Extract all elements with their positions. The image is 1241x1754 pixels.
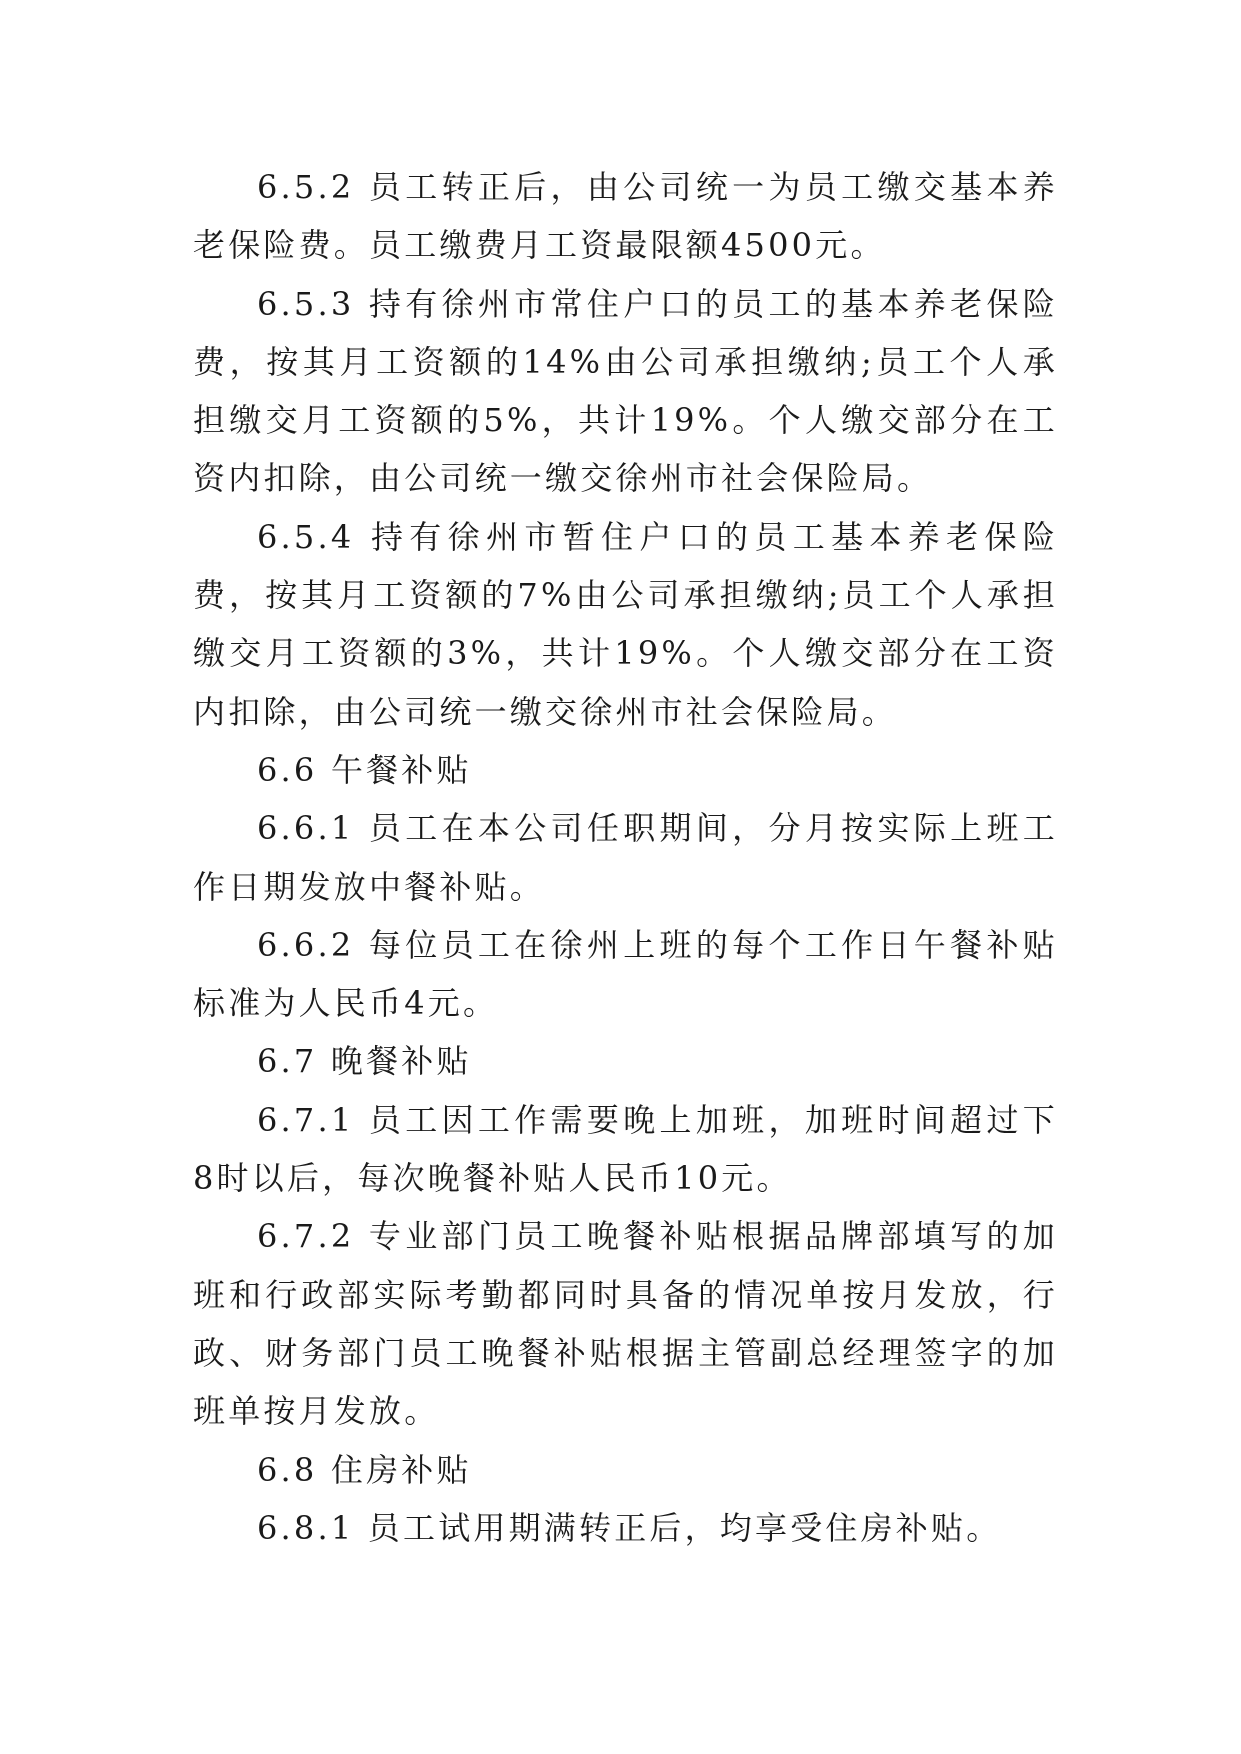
section-heading-6-6: 6.6 午餐补贴 [257, 750, 472, 789]
paragraph-6-5-3: 6.5.3 持有徐州市常住户口的员工的基本养老保险费，按其月工资额的14%由公司承担缴纳;员工个人承担缴交月工资额的5%，共计19%。个人缴交部分在工资内扣除，由公司统一缴交徐州市社会保险局。 [193, 284, 1058, 498]
document-page [193, 158, 1058, 1557]
paragraph-6-8-1: 6.8.1 员工试用期满转正后，均享受住房补贴。 [257, 1508, 1002, 1547]
paragraph-6-5-4: 6.5.4 持有徐州市暂住户口的员工基本养老保险费，按其月工资额的7%由公司承担缴纳;员工个人承担缴交月工资额的3%，共计19%。个人缴交部分在工资内扣除，由公司统一缴交徐州市社会保险局。 [193, 517, 1058, 731]
paragraph-6-6-1: 6.6.1 员工在本公司任职期间，分月按实际上班工作日期发放中餐补贴。 [193, 809, 1058, 906]
paragraph-6-7-1: 6.7.1 员工因工作需要晚上加班，加班时间超过下8时以后，每次晚餐补贴人民币10元。 [193, 1100, 1058, 1198]
paragraph-6-6-2: 6.6.2 每位员工在徐州上班的每个工作日午餐补贴标准为人民币4元。 [193, 925, 1058, 1023]
section-heading-6-7: 6.7 晚餐补贴 [257, 1042, 472, 1081]
paragraph-6-5-2: 6.5.2 员工转正后，由公司统一为员工缴交基本养老保险费。员工缴费月工资最限额4500元。 [193, 168, 1058, 265]
section-heading-6-8: 6.8 住房补贴 [257, 1450, 472, 1489]
paragraph-6-7-2: 6.7.2 专业部门员工晚餐补贴根据品牌部填写的加班和行政部实际考勤都同时具备的情况单按月发放，行政、财务部门员工晚餐补贴根据主管副总经理签字的加班单按月发放。 [193, 1217, 1058, 1431]
